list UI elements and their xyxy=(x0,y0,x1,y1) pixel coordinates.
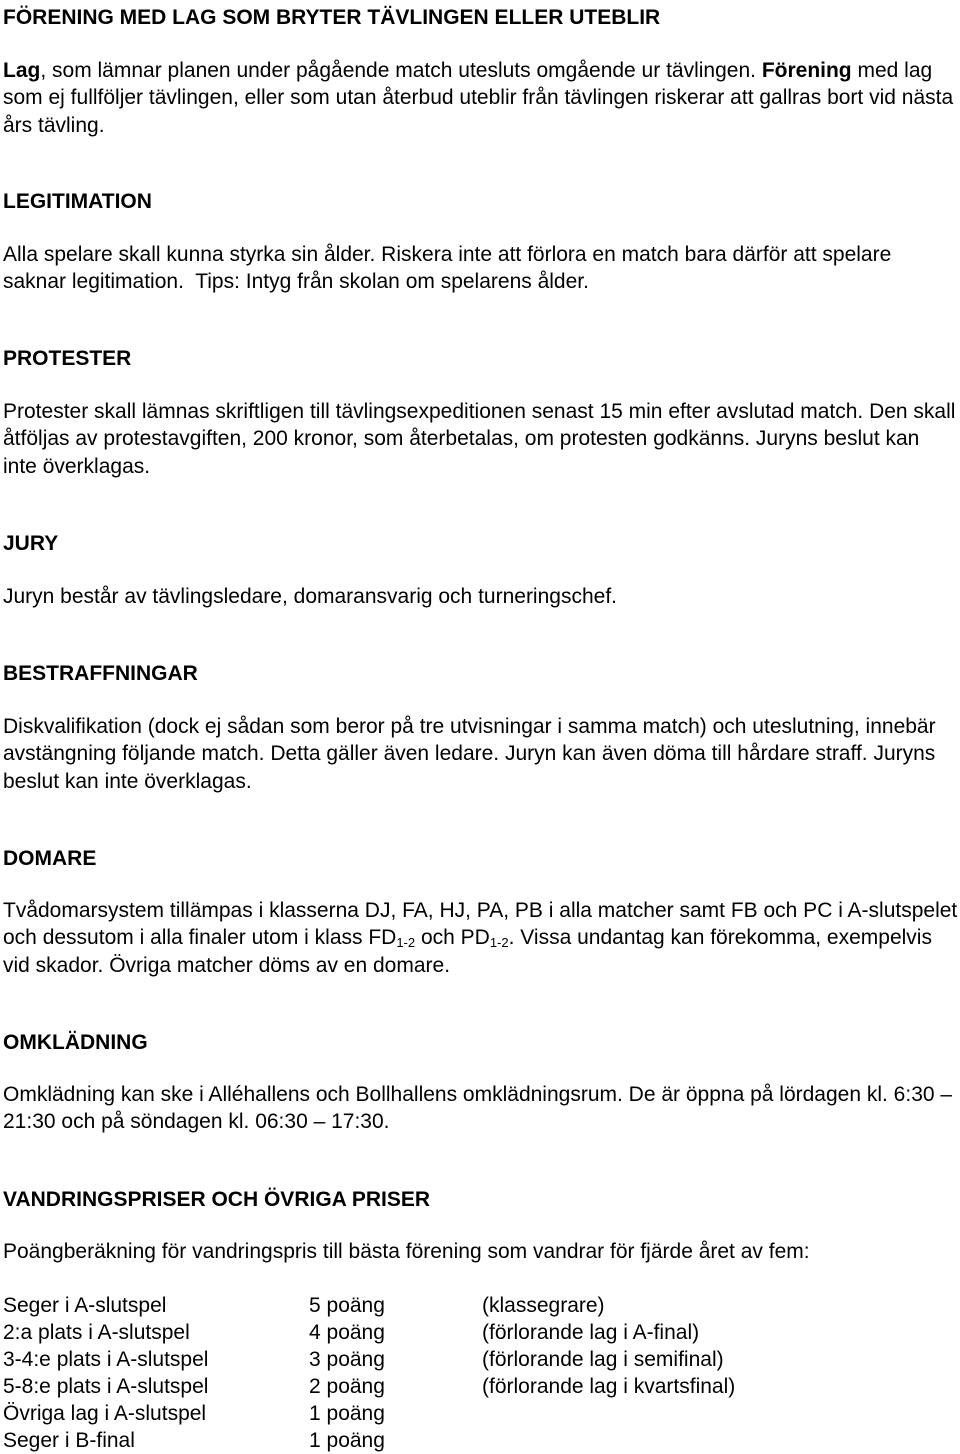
placement-cell: Övriga lag i A-slutspel xyxy=(3,1402,207,1425)
heading-omkladning: OMKLÄDNING xyxy=(3,1031,148,1054)
forening-text-2: med lag som ej fullföljer tävlingen, eller som utan återbud uteblir från tävlingen riskerar att gallras bort vid nästa års tävling. xyxy=(3,59,954,137)
note-cell: (klassegrare) xyxy=(482,1294,605,1317)
forening-text-1: , som lämnar planen under pågående match utesluts omgående ur tävlingen. xyxy=(40,59,762,82)
heading-protester: PROTESTER xyxy=(3,347,132,370)
points-cell: 1 poäng xyxy=(309,1402,385,1425)
paragraph-protester: Protester skall lämnas skriftligen till tävlingsexpeditionen senast 15 min efter avslutad match. Den skall åtföljas av protestavgiften, 200 kronor, som återbetalas, om protesten godkänns. Juryns beslut kan inte överklagas. xyxy=(3,400,956,478)
domare-text-2: och PD xyxy=(415,926,490,950)
paragraph-jury: Juryn består av tävlingsledare, domaransvarig och turneringschef. xyxy=(3,585,617,608)
paragraph-bestraffningar: Diskvalifikation (dock ej sådan som beror på tre utvisningar i samma match) och uteslutning, innebär avstängning följande match. Detta gäller även ledare. Juryn kan även döma till hårdare straff. Juryns beslut kan inte överklagas. xyxy=(3,715,936,793)
placement-cell: 3-4:e plats i A-slutspel xyxy=(3,1348,209,1371)
table-row xyxy=(3,1400,959,1427)
heading-priser: VANDRINGSPRISER OCH ÖVRIGA PRISER xyxy=(3,1188,431,1211)
domare-subscript-pd: 1-2 xyxy=(489,935,509,951)
table-row xyxy=(3,1346,959,1373)
domare-subscript-fd: 1-2 xyxy=(396,935,416,951)
heading-legitimation: LEGITIMATION xyxy=(3,190,152,213)
table-row xyxy=(3,1319,959,1346)
note-cell: (förlorande lag i semifinal) xyxy=(482,1348,724,1371)
domare-text-1: Tvådomarsystem tillämpas i klasserna DJ, FA, HJ, PA, PB i alla matcher samt FB och PC i A-slutspelet och dessutom i alla finaler utom i klass FD xyxy=(3,899,958,950)
points-cell: 3 poäng xyxy=(309,1348,385,1371)
paragraph-priser-intro: Poängberäkning för vandringspris till bästa förening som vandrar för fjärde året av fem: xyxy=(3,1240,810,1263)
paragraph-domare xyxy=(3,897,959,979)
points-cell: 2 poäng xyxy=(309,1375,385,1398)
heading-bestraffningar: BESTRAFFNINGAR xyxy=(3,662,198,685)
table-row xyxy=(3,1427,959,1454)
table-row xyxy=(3,1292,959,1319)
points-cell: 5 poäng xyxy=(309,1294,385,1317)
paragraph-forening xyxy=(3,57,959,139)
points-table xyxy=(3,1292,959,1454)
paragraph-legitimation: Alla spelare skall kunna styrka sin ålder. Riskera inte att förlora en match bara därför att spelare saknar legitimation. Tips: Intyg från skolan om spelarens ålder. xyxy=(3,243,898,294)
points-cell: 1 poäng xyxy=(309,1429,385,1452)
note-cell: (förlorande lag i A-final) xyxy=(482,1321,700,1344)
domare-text-3: . Vissa undantag kan förekomma, exempelvis vid skador. Övriga matcher döms av en domare. xyxy=(3,926,932,977)
placement-cell: 5-8:e plats i A-slutspel xyxy=(3,1375,209,1398)
placement-cell: Seger i A-slutspel xyxy=(3,1294,167,1317)
heading-forening: FÖRENING MED LAG SOM BRYTER TÄVLINGEN ELLER UTEBLIR xyxy=(3,6,661,29)
points-cell: 4 poäng xyxy=(309,1321,385,1344)
bold-lag: Lag xyxy=(3,59,41,82)
bold-forening: Förening xyxy=(761,59,852,82)
table-row xyxy=(3,1373,959,1400)
heading-jury: JURY xyxy=(3,532,59,555)
placement-cell: 2:a plats i A-slutspel xyxy=(3,1321,190,1344)
placement-cell: Seger i B-final xyxy=(3,1429,135,1452)
paragraph-omkladning: Omklädning kan ske i Alléhallens och Bollhallens omklädningsrum. De är öppna på lördagen kl. 6:30 – 21:30 och på söndagen kl. 06:30 – 17:30. xyxy=(3,1083,953,1134)
note-cell: (förlorande lag i kvartsfinal) xyxy=(482,1375,736,1398)
heading-domare: DOMARE xyxy=(3,847,97,870)
